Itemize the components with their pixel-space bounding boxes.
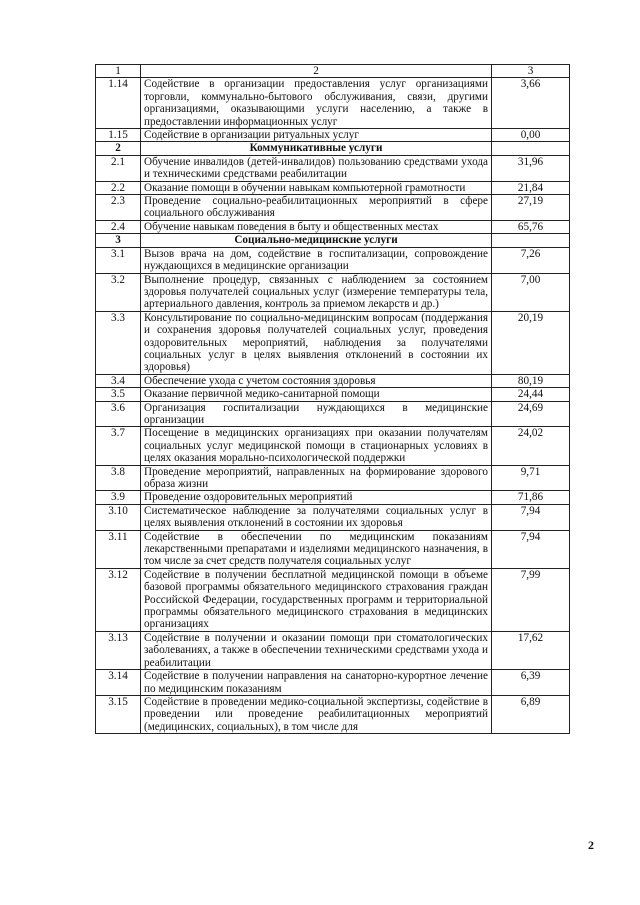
row-number: 3.4 — [96, 374, 141, 387]
table-row — [96, 78, 570, 129]
row-description: Оказание помощи в обучении навыкам компьютерной грамотности — [141, 181, 492, 194]
row-number: 1.15 — [96, 129, 141, 142]
row-number: 3.2 — [96, 273, 141, 311]
section-row — [96, 234, 570, 247]
row-value: 27,19 — [492, 195, 570, 221]
row-description: Содействие в организации ритуальных услуг — [141, 129, 492, 142]
row-description: Систематическое наблюдение за получателями социальных услуг в целях выявления отклонений в состоянии их здоровья — [141, 504, 492, 530]
row-value — [492, 234, 570, 247]
row-value: 71,86 — [492, 491, 570, 504]
row-value: 20,19 — [492, 311, 570, 374]
row-number: 2.2 — [96, 181, 141, 194]
services-table — [95, 64, 570, 734]
row-description: Коммуникативные услуги — [141, 142, 492, 155]
row-description: Социально-медицинские услуги — [141, 234, 492, 247]
row-description: Организация госпитализации нуждающихся в медицинские организации — [141, 401, 492, 427]
row-value: 9,71 — [492, 465, 570, 491]
table-row — [96, 195, 570, 221]
header-col-2: 2 — [141, 65, 492, 78]
row-value: 7,99 — [492, 568, 570, 631]
page-number: 2 — [588, 838, 594, 852]
table-row — [96, 220, 570, 233]
row-number: 3.7 — [96, 427, 141, 465]
row-description: Проведение оздоровительных мероприятий — [141, 491, 492, 504]
row-number: 3.10 — [96, 504, 141, 530]
row-value: 7,94 — [492, 504, 570, 530]
row-description: Обучение инвалидов (детей-инвалидов) пользованию средствами ухода и техническими средствами реабилитации — [141, 155, 492, 181]
row-value: 3,66 — [492, 78, 570, 129]
row-number: 1.14 — [96, 78, 141, 129]
row-number: 3.1 — [96, 247, 141, 273]
row-value: 0,00 — [492, 129, 570, 142]
row-value: 31,96 — [492, 155, 570, 181]
row-number: 2.3 — [96, 195, 141, 221]
table-row — [96, 670, 570, 696]
row-number: 3.12 — [96, 568, 141, 631]
row-value: 21,84 — [492, 181, 570, 194]
row-number: 3.14 — [96, 670, 141, 696]
table-header-row — [96, 65, 570, 78]
table-row — [96, 129, 570, 142]
row-number: 3.13 — [96, 631, 141, 669]
row-description: Содействие в получении и оказании помощи при стоматологических заболеваниях, а также в обеспечении техническими средствами ухода и реабилитации — [141, 631, 492, 669]
row-number: 3.3 — [96, 311, 141, 374]
row-value: 24,02 — [492, 427, 570, 465]
row-description: Содействие в проведении медико-социальной экспертизы, содействие в проведении или проведение реабилитационных мероприятий (медицинских, социальных), в том числе для — [141, 695, 492, 733]
row-description: Содействие в организации предоставления услуг организациями торговли, коммунально-бытового обслуживания, связи, другими организациями, оказывающими услуги населению, а также в предоставлении информационных услуг — [141, 78, 492, 129]
table-row — [96, 631, 570, 669]
table-row — [96, 311, 570, 374]
table-row — [96, 695, 570, 733]
row-number: 2.4 — [96, 220, 141, 233]
row-value: 80,19 — [492, 374, 570, 387]
row-value: 7,94 — [492, 530, 570, 568]
row-value: 17,62 — [492, 631, 570, 669]
row-description: Проведение социально-реабилитационных мероприятий в сфере социального обслуживания — [141, 195, 492, 221]
row-value: 7,26 — [492, 247, 570, 273]
table-row — [96, 374, 570, 387]
row-value: 7,00 — [492, 273, 570, 311]
row-description: Оказание первичной медико-санитарной помощи — [141, 388, 492, 401]
row-value: 24,69 — [492, 401, 570, 427]
header-col-3: 3 — [492, 65, 570, 78]
table-row — [96, 568, 570, 631]
row-description: Выполнение процедур, связанных с наблюдением за состоянием здоровья получателей социальных услуг (измерение температуры тела, артериального давления, контроль за приемом лекарств и др.) — [141, 273, 492, 311]
row-value: 65,76 — [492, 220, 570, 233]
row-number: 2 — [96, 142, 141, 155]
table-row — [96, 491, 570, 504]
row-number: 3.11 — [96, 530, 141, 568]
table-row — [96, 273, 570, 311]
table-row — [96, 465, 570, 491]
row-value: 24,44 — [492, 388, 570, 401]
row-description: Посещение в медицинских организациях при оказании получателям социальных услуг медицинской помощи в стационарных условиях в целях оказания морально-психологической поддержки — [141, 427, 492, 465]
row-number: 3.9 — [96, 491, 141, 504]
row-number: 3.8 — [96, 465, 141, 491]
table-row — [96, 247, 570, 273]
row-number: 2.1 — [96, 155, 141, 181]
row-description: Содействие в обеспечении по медицинским показаниям лекарственными препаратами и изделиями медицинского назначения, в том числе за счет средств получателя социальных услуг — [141, 530, 492, 568]
row-description: Обучение навыкам поведения в быту и общественных местах — [141, 220, 492, 233]
row-description: Содействие в получении направления на санаторно-курортное лечение по медицинским показаниям — [141, 670, 492, 696]
row-number: 3.6 — [96, 401, 141, 427]
row-description: Проведение мероприятий, направленных на формирование здорового образа жизни — [141, 465, 492, 491]
row-description: Консультирование по социально-медицинским вопросам (поддержания и сохранения здоровья получателей социальных услуг, проведения оздоровительных мероприятий, наблюдения за получателями социальных услуг в целях выявления отклонений в состоянии их здоровья) — [141, 311, 492, 374]
row-description: Содействие в получении бесплатной медицинской помощи в объеме базовой программы обязательного медицинского страхования граждан Российской Федерации, государственных программ и территориальной программы обязательного медицинского страхования в медицинских организациях — [141, 568, 492, 631]
table-row — [96, 427, 570, 465]
row-number: 3.15 — [96, 695, 141, 733]
row-value: 6,89 — [492, 695, 570, 733]
table-row — [96, 530, 570, 568]
row-description: Обеспечение ухода с учетом состояния здоровья — [141, 374, 492, 387]
section-row — [96, 142, 570, 155]
row-number: 3 — [96, 234, 141, 247]
row-value — [492, 142, 570, 155]
header-col-1: 1 — [96, 65, 141, 78]
table-row — [96, 504, 570, 530]
table-row — [96, 181, 570, 194]
row-number: 3.5 — [96, 388, 141, 401]
row-description: Вызов врача на дом, содействие в госпитализации, сопровождение нуждающихся в медицинские организации — [141, 247, 492, 273]
table-row — [96, 155, 570, 181]
table-row — [96, 401, 570, 427]
table-row — [96, 388, 570, 401]
row-value: 6,39 — [492, 670, 570, 696]
